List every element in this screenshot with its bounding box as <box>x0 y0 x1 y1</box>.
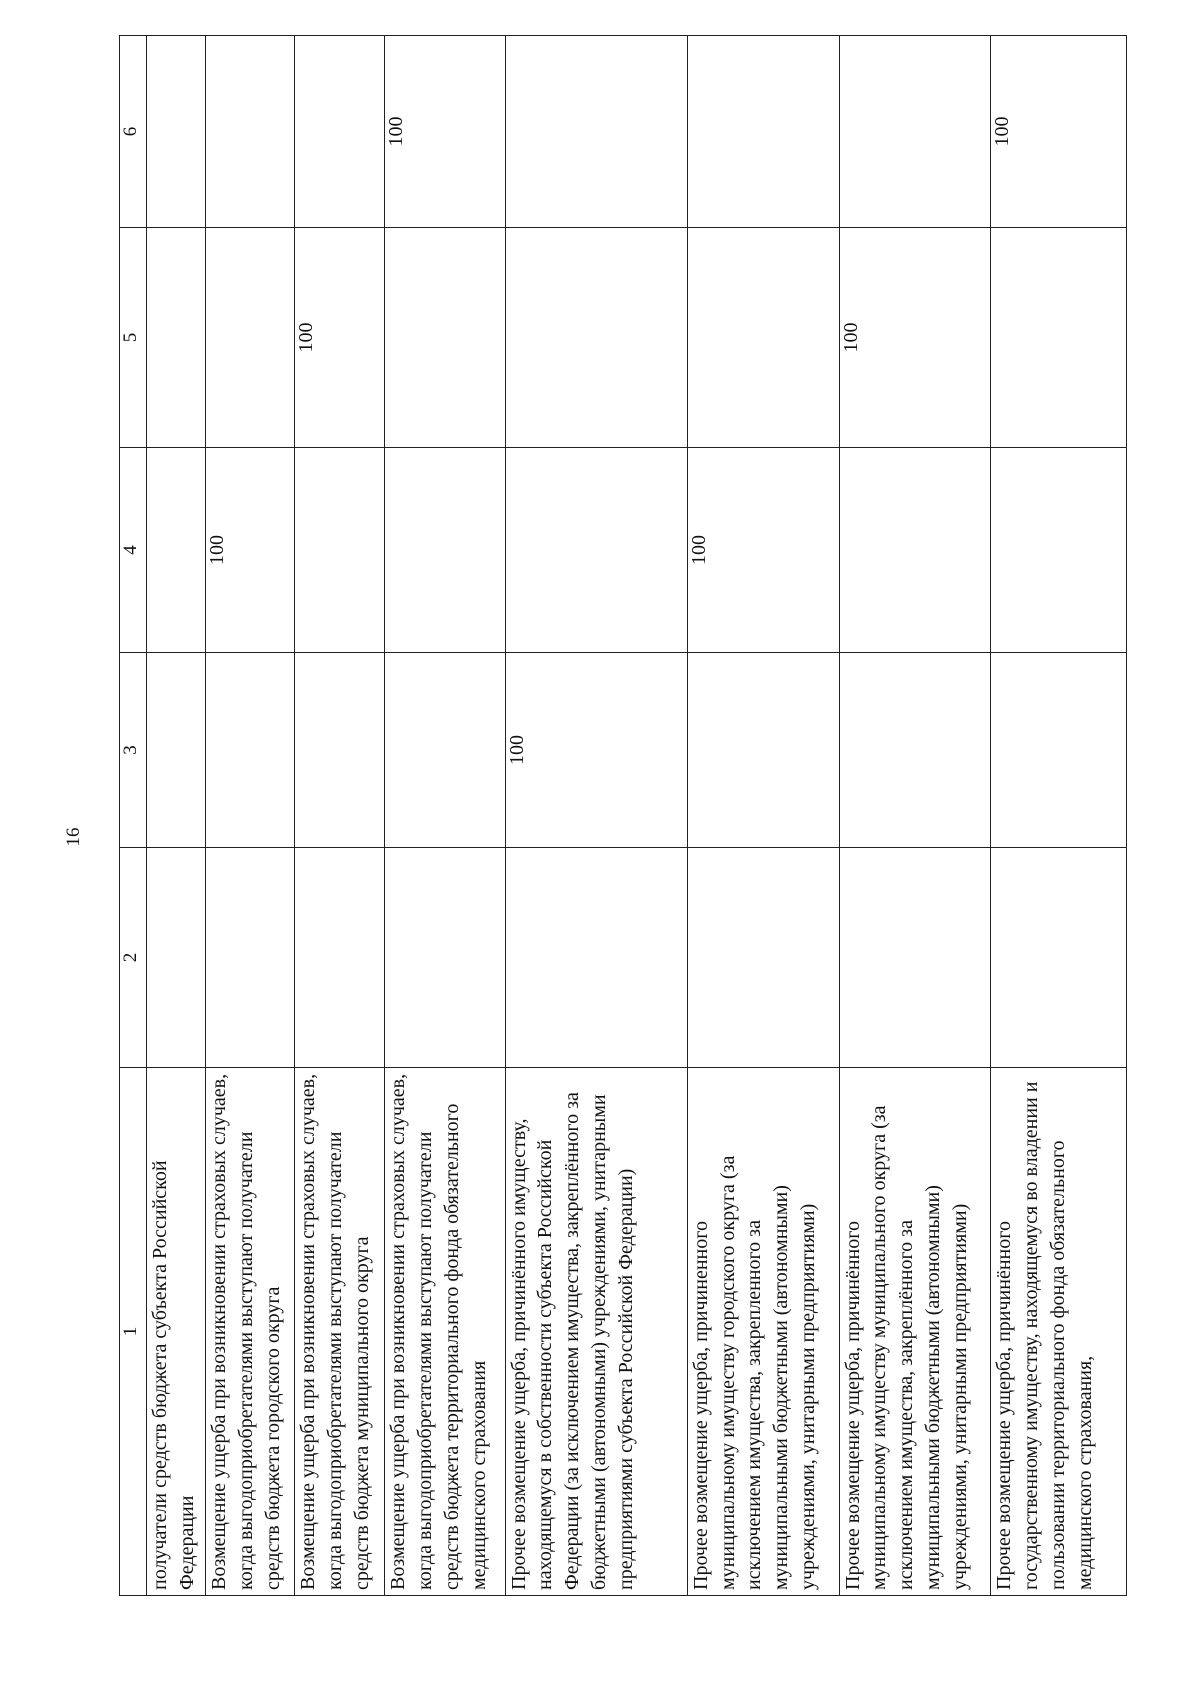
table-header-row <box>120 36 147 1596</box>
row-value-col-2 <box>687 848 839 1068</box>
row-value-col-5 <box>147 228 206 448</box>
row-value-col-5: 100 <box>295 228 385 448</box>
row-value-col-6 <box>295 36 385 228</box>
row-description: Возмещение ущерба при возникновении страховых случаев, когда выгодоприобретателями выступают получатели средств бюджета городского округа <box>206 1068 295 1596</box>
row-value-col-6: 100 <box>385 36 505 228</box>
row-value-col-2 <box>385 848 505 1068</box>
row-value-col-4 <box>839 448 991 653</box>
budget-table <box>119 35 1127 1596</box>
row-value-col-4 <box>505 448 687 653</box>
row-value-col-5 <box>687 228 839 448</box>
table-row <box>385 36 505 1596</box>
row-value-col-4 <box>991 448 1127 653</box>
header-col-2: 2 <box>120 848 147 1068</box>
rotated-table-sheet <box>119 36 1127 1596</box>
row-value-col-3 <box>991 653 1127 848</box>
header-col-4: 4 <box>120 448 147 653</box>
table-row <box>839 36 991 1596</box>
row-value-col-3 <box>687 653 839 848</box>
row-description: Прочее возмещение ущерба, причинённого муниципальному имуществу муниципального округа (за исключением имущества, закреплённого за муниципальными бюджетными (автономными) учреждениями, унитарными предприятиями) <box>839 1068 991 1596</box>
row-value-col-3 <box>385 653 505 848</box>
header-col-6: 6 <box>120 36 147 228</box>
row-value-col-5 <box>505 228 687 448</box>
row-value-col-6 <box>839 36 991 228</box>
row-value-col-3: 100 <box>505 653 687 848</box>
row-value-col-4: 100 <box>687 448 839 653</box>
row-value-col-6 <box>147 36 206 228</box>
row-value-col-3 <box>839 653 991 848</box>
row-value-col-5 <box>206 228 295 448</box>
row-description: Прочее возмещение ущерба, причиненного муниципальному имуществу городского округа (за исключением имущества, закрепленного за муниципальными бюджетными (автономными) учреждениями, унитарными предприятиями) <box>687 1068 839 1596</box>
table-row <box>206 36 295 1596</box>
row-value-col-5: 100 <box>839 228 991 448</box>
header-col-1: 1 <box>120 1068 147 1596</box>
row-description: Прочее возмещение ущерба, причинённого государственному имуществу, находящемуся во владении и пользовании территориального фонда обязательного медицинского страхования, <box>991 1068 1127 1596</box>
row-value-col-6 <box>505 36 687 228</box>
table-row <box>505 36 687 1596</box>
row-value-col-4 <box>385 448 505 653</box>
row-value-col-2 <box>295 848 385 1068</box>
row-value-col-2 <box>505 848 687 1068</box>
header-col-3: 3 <box>120 653 147 848</box>
row-description: Возмещение ущерба при возникновении страховых случаев, когда выгодоприобретателями выступают получатели средств бюджета территориального фонда обязательного медицинского страхования <box>385 1068 505 1596</box>
page-number: 16 <box>63 827 84 847</box>
row-value-col-5 <box>385 228 505 448</box>
table-row <box>991 36 1127 1596</box>
row-value-col-6: 100 <box>991 36 1127 228</box>
table-row <box>147 36 206 1596</box>
row-value-col-4: 100 <box>206 448 295 653</box>
table-row <box>687 36 839 1596</box>
row-description: Прочее возмещение ущерба, причинённого имуществу, находящемуся в собственности субъекта Российской Федерации (за исключением имущества, закреплённого за бюджетными (автономными) учреждениями, унитарными предприятиями субъекта Российской Федерации) <box>505 1068 687 1596</box>
row-value-col-5 <box>991 228 1127 448</box>
row-value-col-4 <box>147 448 206 653</box>
row-description: получатели средств бюджета субъекта Российской Федерации <box>147 1068 206 1596</box>
header-col-5: 5 <box>120 228 147 448</box>
row-value-col-3 <box>147 653 206 848</box>
table-row <box>295 36 385 1596</box>
row-value-col-6 <box>206 36 295 228</box>
row-value-col-3 <box>206 653 295 848</box>
row-value-col-4 <box>295 448 385 653</box>
row-value-col-3 <box>295 653 385 848</box>
row-value-col-2 <box>147 848 206 1068</box>
row-description: Возмещение ущерба при возникновении страховых случаев, когда выгодоприобретателями выступают получатели средств бюджета муниципального округа <box>295 1068 385 1596</box>
row-value-col-6 <box>687 36 839 228</box>
row-value-col-2 <box>991 848 1127 1068</box>
row-value-col-2 <box>206 848 295 1068</box>
row-value-col-2 <box>839 848 991 1068</box>
